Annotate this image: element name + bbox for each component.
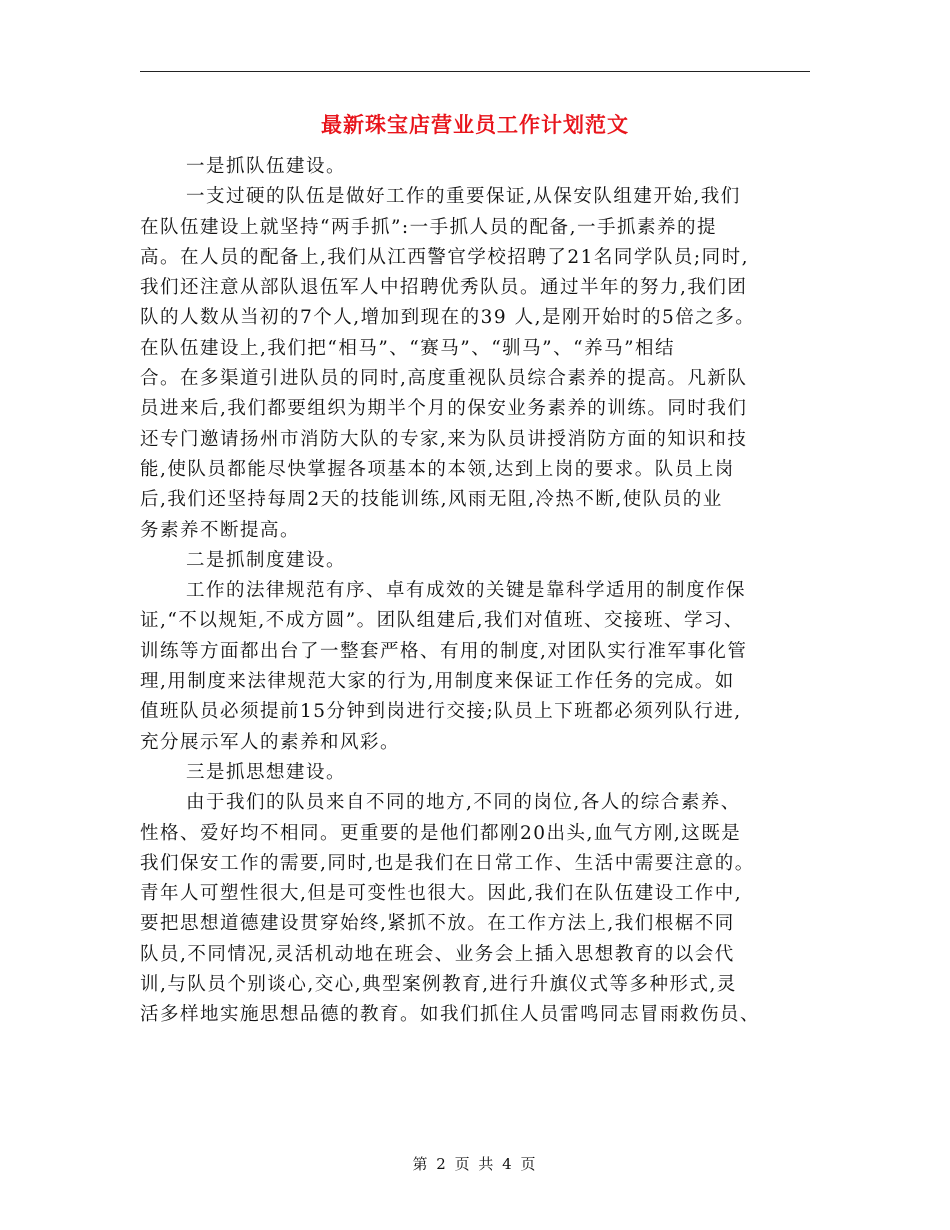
text-line: 我们还注意从部队退伍军人中招聘优秀队员。通过半年的努力,我们团 <box>140 277 748 299</box>
text-line: 证,“不以规矩,不成方圆”。团队组建后,我们对值班、交接班、学习、 <box>140 610 745 632</box>
text-line: 队员,不同情况,灵活机动地在班会、业务会上插入思想教育的以会代 <box>140 943 735 965</box>
text-line: 由于我们的队员来自不同的地方,不同的岗位,各人的综合素养、 <box>186 792 741 814</box>
text-line: 我们保安工作的需要,同时,也是我们在日常工作、生活中需要注意的。 <box>140 852 755 874</box>
text-line: 青年人可塑性很大,但是可变性也很大。因此,我们在队伍建设工作中, <box>140 883 743 905</box>
text-line: 合。在多渠道引进队员的同时,高度重视队员综合素养的提高。凡新队 <box>140 368 748 390</box>
text-line: 性格、爱好均不相同。更重要的是他们都刚20出头,血气方刚,这既是 <box>140 822 742 844</box>
text-line: 训,与队员个别谈心,交心,典型案例教育,进行升旗仪式等多种形式,灵 <box>140 974 737 996</box>
text-line: 务素养不断提高。 <box>140 519 301 541</box>
text-line: 还专门邀请扬州市消防大队的专家,来为队员讲授消防方面的知识和技 <box>140 428 748 450</box>
text-line: 三是抓思想建设。 <box>186 761 347 783</box>
text-line: 一支过硬的队伍是做好工作的重要保证,从保安队组建开始,我们 <box>186 186 741 208</box>
page-footer: 第 2 页 共 4 页 <box>412 1155 538 1173</box>
text-line: 高。在人员的配备上,我们从江西警官学校招聘了21名同学队员;同时, <box>140 246 750 268</box>
text-line: 活多样地实施思想品德的教育。如我们抓住人员雷鸣同志冒雨救伤员、 <box>140 1004 761 1026</box>
text-line: 训练等方面都出台了一整套严格、有用的制度,对团队实行准军事化管 <box>140 640 748 662</box>
document-title: 最新珠宝店营业员工作计划范文 <box>321 113 629 137</box>
header-rule <box>140 71 810 72</box>
text-line: 工作的法律规范有序、卓有成效的关键是靠科学适用的制度作保 <box>186 580 747 602</box>
text-line: 要把思想道德建设贯穿始终,紧抓不放。在工作方法上,我们根椐不同 <box>140 913 735 935</box>
text-line: 在队伍建设上,我们把“相马”、“赛马”、“驯马”、“养马”相结 <box>140 337 676 359</box>
text-line: 队的人数从当初的7个人,增加到现在的39 人,是刚开始时的5倍之多。 <box>140 307 756 329</box>
text-line: 能,使队员都能尽快掌握各项基本的本领,达到上岗的要求。队员上岗 <box>140 458 735 480</box>
text-line: 理,用制度来法律规范大家的行为,用制度来保证工作任务的完成。如 <box>140 671 735 693</box>
document-body <box>140 152 810 1031</box>
text-line: 后,我们还坚持每周2天的技能训练,风雨无阻,冷热不断,使队员的业 <box>140 489 723 511</box>
text-line: 一是抓队伍建设。 <box>186 156 347 177</box>
text-line: 员进来后,我们都要组织为期半个月的保安业务素养的训练。同时我们 <box>140 398 748 420</box>
text-line: 二是抓制度建设。 <box>186 549 347 571</box>
text-line: 值班队员必须提前15分钟到岗进行交接;队员上下班都必须列队行进, <box>140 701 742 723</box>
text-line: 在队伍建设上就坚持“两手抓”:一手抓人员的配备,一手抓素养的提 <box>140 216 718 238</box>
text-line: 充分展示军人的素养和风彩。 <box>140 731 401 753</box>
